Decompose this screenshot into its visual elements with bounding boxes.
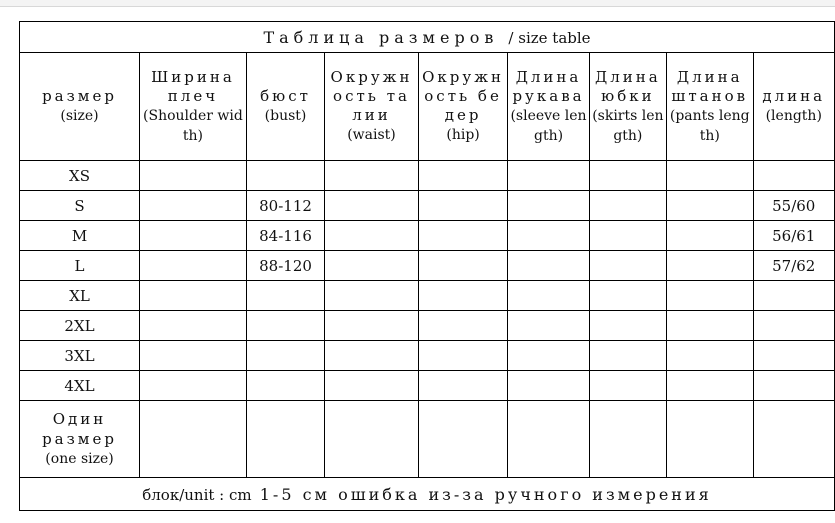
footer-note: 1-5 см ошибка из-за ручного измерения [259,484,712,504]
header-shoulder [140,53,247,161]
cell-sleeve [508,371,589,401]
cell-bust: 88-120 [246,251,324,281]
cell-hip [418,221,508,251]
footer-unit: блок/unit : cm [142,485,252,504]
cell-sleeve [508,281,589,311]
header-hip-en: (hip) [446,127,480,143]
top-strip [0,0,835,7]
cell-hip [418,371,508,401]
header-sleeve-ru: Длина рукава [512,67,585,105]
cell-hip [418,191,508,221]
cell-skirt [589,281,666,311]
cell-shoulder [140,401,247,478]
cell-length [753,341,835,371]
header-size-en: (size) [60,108,99,124]
cell-bust [246,281,324,311]
table-row [20,161,835,191]
cell-size: 2XL [20,311,140,341]
table-row [20,251,835,281]
cell-hip [418,281,508,311]
cell-hip [418,251,508,281]
cell-hip [418,161,508,191]
header-row [20,53,835,161]
cell-sleeve [508,311,589,341]
cell-size: M [20,221,140,251]
table-row [20,281,835,311]
cell-length [753,281,835,311]
cell-shoulder [140,311,247,341]
cell-bust [246,341,324,371]
cell-skirt [589,311,666,341]
cell-length: 57/62 [753,251,835,281]
cell-pants [667,281,753,311]
cell-pants [667,371,753,401]
cell-skirt [589,161,666,191]
table-title-ru: Таблица размеров [263,27,499,47]
cell-shoulder [140,221,247,251]
cell-waist [325,401,419,478]
header-skirt [589,53,666,161]
header-sleeve-en: (sleeve length) [510,107,587,144]
cell-sleeve [508,191,589,221]
cell-skirt [589,251,666,281]
cell-size: XS [20,161,140,191]
header-shoulder-en: (Shoulder width) [143,107,243,144]
cell-bust: 80-112 [246,191,324,221]
table-title [20,22,835,53]
cell-sleeve [508,401,589,478]
cell-bust [246,311,324,341]
one-size-ru: Один размер [42,410,117,448]
cell-length [753,401,835,478]
cell-sleeve [508,341,589,371]
cell-shoulder [140,371,247,401]
cell-waist [325,221,419,251]
size-table [19,21,835,511]
table-row [20,341,835,371]
cell-skirt [589,341,666,371]
table-row [20,191,835,221]
cell-length: 55/60 [753,191,835,221]
header-shoulder-ru: Ширина плеч [151,67,235,105]
cell-length [753,311,835,341]
cell-one-size [20,401,140,478]
table-row [20,371,835,401]
cell-sleeve [508,251,589,281]
cell-size: XL [20,281,140,311]
cell-skirt [589,221,666,251]
cell-pants [667,341,753,371]
header-bust-ru: бюст [260,87,311,105]
header-hip-ru: Окружность бедер [422,68,505,124]
header-pants-en: (pants length) [669,107,750,144]
cell-skirt [589,371,666,401]
cell-pants [667,191,753,221]
one-size-en: (one size) [45,451,114,467]
header-waist-en: (waist) [347,127,396,143]
cell-pants [667,161,753,191]
cell-pants [667,311,753,341]
header-hip [418,53,508,161]
cell-shoulder [140,341,247,371]
cell-shoulder [140,251,247,281]
header-bust-en: (bust) [264,108,307,124]
cell-waist [325,251,419,281]
cell-hip [418,401,508,478]
header-waist-ru: Окружность талии [330,68,413,124]
table-row [20,221,835,251]
header-size [20,53,140,161]
cell-bust [246,401,324,478]
cell-pants [667,221,753,251]
header-pants-ru: Длина штанов [671,67,749,105]
table-title-en: / size table [508,28,591,47]
cell-hip [418,311,508,341]
cell-bust: 84-116 [246,221,324,251]
cell-bust [246,161,324,191]
header-sleeve [508,53,589,161]
cell-shoulder [140,191,247,221]
cell-skirt [589,191,666,221]
header-length-en: (length) [765,108,822,124]
cell-length [753,371,835,401]
cell-sleeve [508,161,589,191]
cell-shoulder [140,281,247,311]
header-skirt-ru: Длина юбки [595,67,661,105]
cell-pants [667,251,753,281]
header-size-ru: размер [42,87,117,105]
one-size-row [20,401,835,478]
cell-length: 56/61 [753,221,835,251]
cell-hip [418,341,508,371]
cell-bust [246,371,324,401]
cell-size: 3XL [20,341,140,371]
cell-length [753,161,835,191]
cell-size: L [20,251,140,281]
header-pants [667,53,753,161]
cell-pants [667,401,753,478]
cell-waist [325,191,419,221]
cell-size: S [20,191,140,221]
header-skirt-en: (skirts length) [592,107,664,144]
table-row [20,311,835,341]
table-footer [20,478,835,511]
cell-waist [325,371,419,401]
cell-waist [325,281,419,311]
cell-skirt [589,401,666,478]
cell-shoulder [140,161,247,191]
header-length-ru: длина [762,87,826,105]
cell-waist [325,161,419,191]
cell-waist [325,311,419,341]
cell-sleeve [508,221,589,251]
header-bust [246,53,324,161]
header-waist [325,53,419,161]
header-length [753,53,835,161]
cell-waist [325,341,419,371]
cell-size: 4XL [20,371,140,401]
